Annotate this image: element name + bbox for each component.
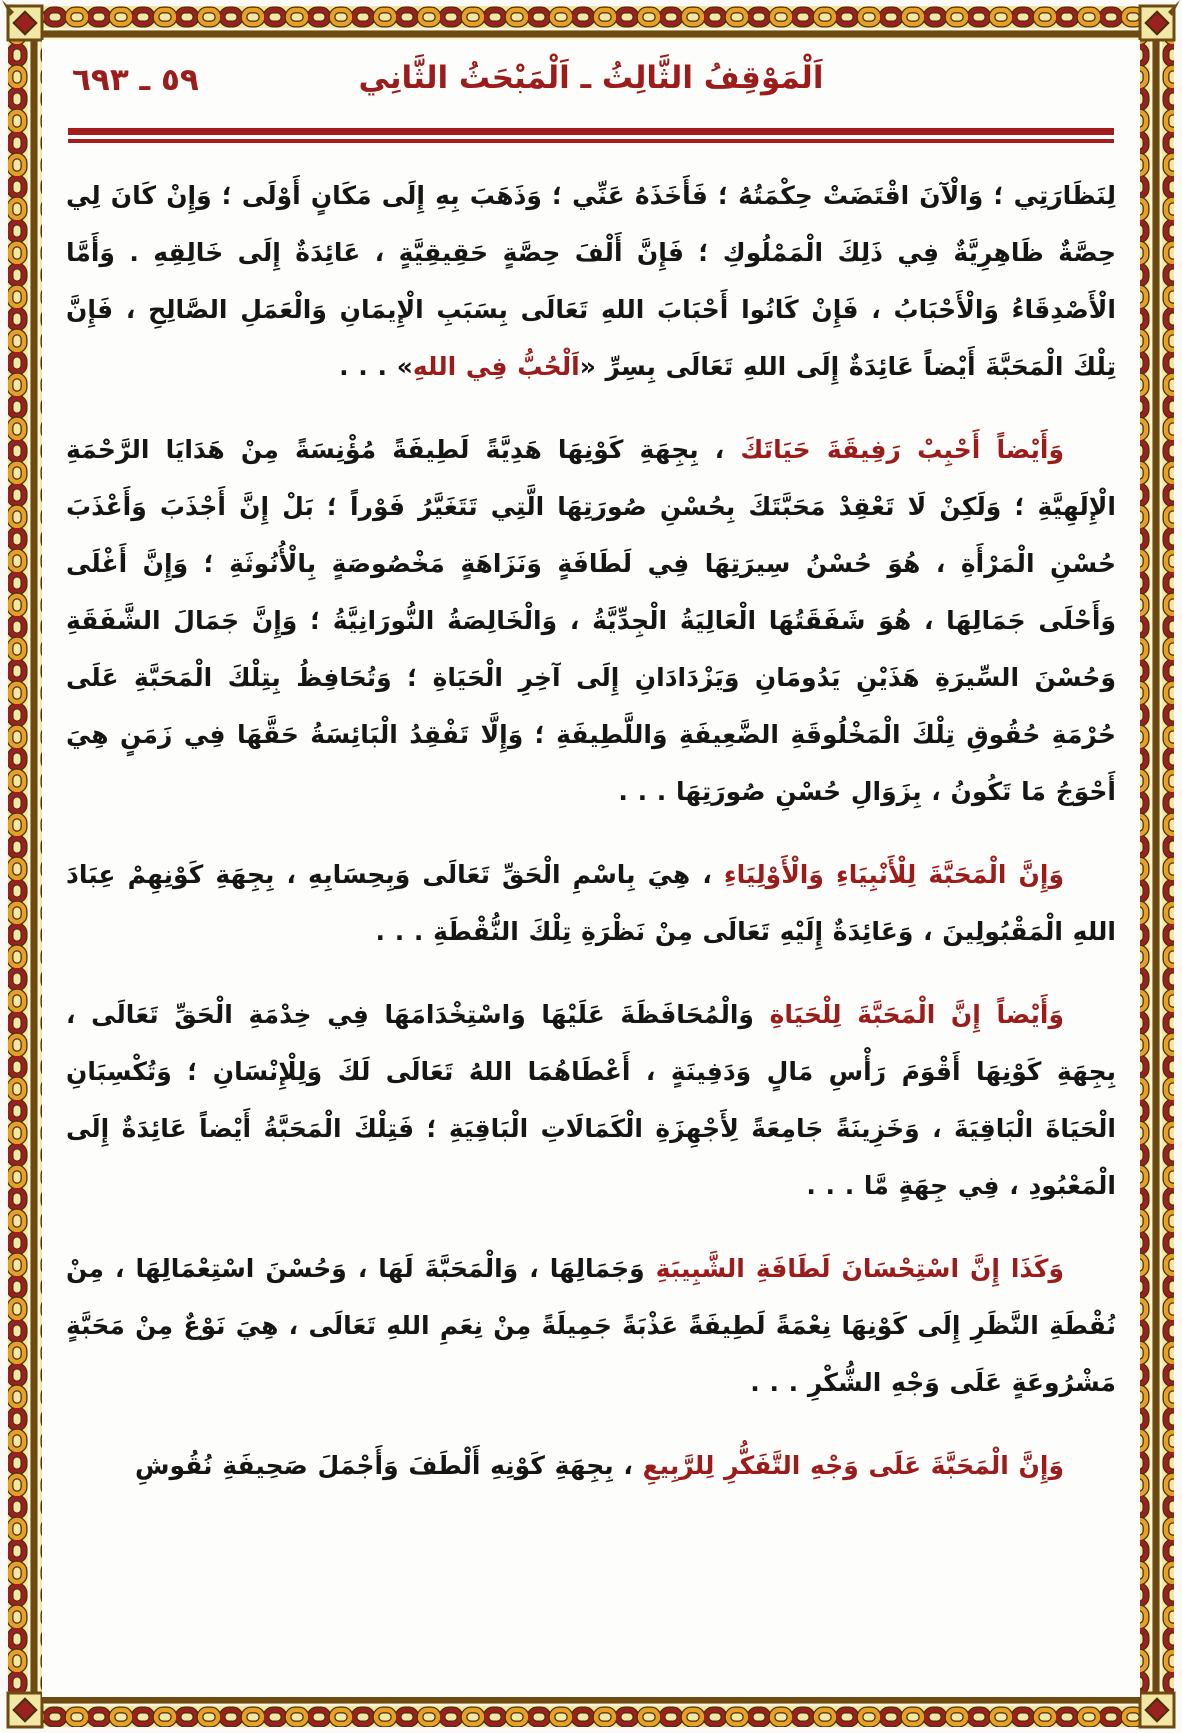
frame-right-strip (1140, 6, 1174, 1727)
paragraph-lead: وَأَيْضاً إِنَّ الْمَحَبَّةَ لِلْحَيَاةِ (769, 1000, 1064, 1029)
page-title: اَلْمَوْقِفُ الثَّالِثُ ـ اَلْمَبْحَثُ الثَّانِي (358, 60, 824, 96)
paragraph-text: » . . . (339, 352, 413, 381)
quoted-phrase: اَلْحُبُّ فِي اللهِ (412, 352, 580, 381)
page-header (66, 54, 1116, 118)
corner-ornament-bottom-right (1140, 1693, 1174, 1727)
corner-ornament-top-right (1140, 0, 1180, 40)
paragraph-text: وَالْمُحَافَظَةَ عَلَيْهَا وَاسْتِخْدَامَهَا فِي خِدْمَةِ الْحَقِّ تَعَالَى ، بِجِهَةِ كَوْنِهَا أَقْوَمَ رَأْسِ مَالٍ وَدَفِينَةٍ ، أَعْطَاهُمَا اللهُ تَعَالَى لَكَ وَلِلْإِنْسَانِ ؛ وَتُكْسِبَانِ الْحَيَاةَ الْبَاقِيَةَ ، وَخَزِينَةً جَامِعَةً لِأَجْهِزَةِ الْكَمَالَاتِ الْبَاقِيَةِ ؛ فَتِلْكَ الْمَحَبَّةُ أَيْضاً عَائِدَةٌ إِلَى الْمَعْبُودِ ، فِي جِهَةٍ مَّا . . . (66, 1000, 1116, 1200)
paragraph-text: ، بِجِهَةِ كَوْنِهِ أَلْطَفَ وَأَجْمَلَ صَحِيفَةِ نُقُوشِ (134, 1451, 643, 1480)
paragraph-text: لِنَظَارَتِي ؛ وَالْآنَ اقْتَضَتْ حِكْمَتُهُ ؛ فَأَخَذَهُ عَنِّي ؛ وَذَهَبَ بِهِ إِلَى مَكَانٍ أَوْلَى ؛ وَإِنْ كَانَ لِي حِصَّةٌ ظَاهِرِيَّةٌ فِي ذَلِكَ الْمَمْلُوكِ ؛ فَإِنَّ أَلْفَ حِصَّةٍ حَقِيقِيَّةٍ ، عَائِدَةٌ إِلَى خَالِقِهِ . وَأَمَّا الْأَصْدِقَاءُ وَالْأَحْبَابُ ، فَإِنْ كَانُوا أَحْبَابَ اللهِ تَعَالَى بِسَبَبِ الْإِيمَانِ وَالْعَمَلِ الصَّالِحِ ، فَإِنَّ تِلْكَ الْمَحَبَّةَ أَيْضاً عَائِدَةٌ إِلَى اللهِ تَعَالَى بِسِرِّ « (66, 181, 1116, 381)
corner-ornament-top-left (2, 0, 42, 40)
paragraph (66, 1437, 1116, 1494)
paragraph-lead: وَكَذَا إِنَّ اسْتِحْسَانَ لَطَافَةِ الشَّبِيبَةِ (655, 1254, 1064, 1283)
paragraph-lead: وَأَيْضاً أَحْبِبْ رَفِيقَةَ حَيَاتَكَ (740, 435, 1064, 464)
frame-left-strip (8, 6, 42, 1727)
paragraph-lead: وَإِنَّ الْمَحَبَّةَ عَلَى وَجْهِ التَّفَكُّرِ لِلرَّبِيعِ (642, 1451, 1064, 1480)
paragraph (66, 421, 1116, 820)
paragraph (66, 1240, 1116, 1411)
paragraph (66, 167, 1116, 395)
page-number: ٥٩ ـ ٦٩٣ (72, 62, 199, 98)
paragraph-text: ، هِيَ بِاسْمِ الْحَقِّ تَعَالَى وَبِحِسَابِهِ ، بِجِهَةِ كَوْنِهِمْ عِبَادَ اللهِ الْمَقْبُولِينَ ، وَعَائِدَةٌ إِلَيْهِ تَعَالَى مِنْ نَظْرَةِ تِلْكَ النُّقْطَةِ . . . (66, 860, 1116, 946)
paragraph (66, 846, 1116, 960)
paragraph (66, 986, 1116, 1214)
frame-bottom-strip (8, 1693, 1174, 1727)
frame-top-strip (8, 6, 1174, 40)
body-text (66, 167, 1116, 1494)
paragraph-lead: وَإِنَّ الْمَحَبَّةَ لِلْأَنْبِيَاءِ وَالْأَوْلِيَاءِ (723, 860, 1064, 889)
divider-line-thin (68, 139, 1114, 143)
corner-ornament-bottom-left (8, 1693, 42, 1727)
divider-line-thick (68, 128, 1114, 135)
paragraph-text: وَجَمَالِهَا ، وَالْمَحَبَّةَ لَهَا ، وَحُسْنَ اسْتِعْمَالِهَا ، مِنْ نُقْطَةِ النَّظَرِ إِلَى كَوْنِهَا نِعْمَةً لَطِيفَةً عَذْبَةً جَمِيلَةً مِنْ نِعَمِ اللهِ تَعَالَى ، هِيَ نَوْعٌ مِنْ مَحَبَّةٍ مَشْرُوعَةٍ عَلَى وَجْهِ الشُّكْرِ . . . (66, 1254, 1116, 1397)
header-divider (68, 128, 1114, 143)
page-content (42, 40, 1140, 1697)
paragraph-text: ، بِجِهَةِ كَوْنِهَا هَدِيَّةً لَطِيفَةً مُؤْنِسَةً مِنْ هَدَايَا الرَّحْمَةِ الْإِلَهِيَّةِ ؛ وَلَكِنْ لَا تَعْقِدْ مَحَبَّتَكَ بِحُسْنِ صُورَتِهَا الَّتِي تَتَغَيَّرُ فَوْراً ؛ بَلْ إِنَّ أَجْذَبَ وَأَعْذَبَ حُسْنِ الْمَرْأَةِ ، هُوَ حُسْنُ سِيرَتِهَا فِي لَطَافَةٍ وَنَزَاهَةٍ مَخْصُوصَةٍ بِالْأُنُوثَةِ ؛ وَإِنَّ أَغْلَى وَأَحْلَى جَمَالِهَا ، هُوَ شَفَقَتُهَا الْعَالِيَةُ الْجِدِّيَّةُ ، وَالْخَالِصَةُ النُّورَانِيَّةُ ؛ وَإِنَّ جَمَالَ الشَّفَقَةِ وَحُسْنَ السِّيرَةِ هَذَيْنِ يَدُومَانِ وَيَزْدَادَانِ إِلَى آخِرِ الْحَيَاةِ ؛ وَتُحَافِظُ بِتِلْكَ الْمَحَبَّةِ عَلَى حُرْمَةِ حُقُوقِ تِلْكَ الْمَخْلُوقَةِ الضَّعِيفَةِ وَاللَّطِيفَةِ ؛ وَإِلَّا تَفْقِدُ الْبَائِسَةُ حَقَّهَا فِي زَمَنٍ هِيَ أَحْوَجُ مَا تَكُونُ ، بِزَوَالِ حُسْنِ صُورَتِهَا . . . (66, 435, 1116, 806)
